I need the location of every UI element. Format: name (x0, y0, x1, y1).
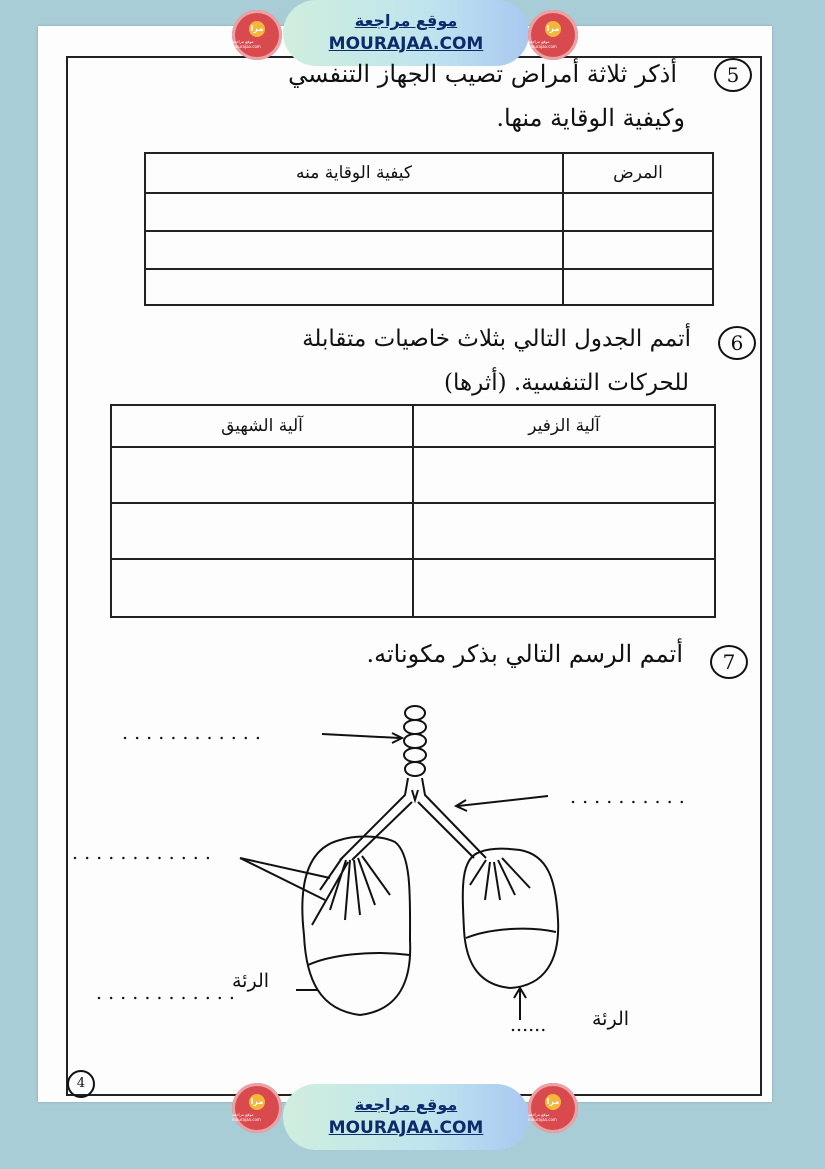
q6-instruction-line1: أتمم الجدول التالي بثلاث خاصيات متقابلة (302, 326, 691, 352)
q7-instruction: أتمم الرسم التالي بذكر مكوناته. (366, 640, 683, 668)
site-logo-right-top[interactable]: مرا موقع مراجعة mourajaa.com (528, 10, 578, 60)
page-number: 4 (67, 1070, 95, 1098)
q5-cell[interactable] (145, 231, 563, 269)
logo-icon: مرا (545, 1094, 561, 1110)
banner-arabic: موقع مراجعة (354, 11, 458, 30)
q5-cell[interactable] (563, 193, 713, 231)
q5-table (144, 152, 714, 306)
site-logo-left-top[interactable]: مرا موقع مراجعة mourajaa.com (232, 10, 282, 60)
site-logo-right-bottom[interactable]: مرا موقع مراجعة mourajaa.com (528, 1083, 578, 1133)
q5-instruction-line2: وكيفية الوقاية منها. (496, 104, 685, 132)
blank-bronchus[interactable]: . . . . . . . . . . (570, 786, 685, 808)
blank-left-lung[interactable]: . . . . . . . . . . . . (96, 982, 235, 1004)
q6-cell[interactable] (111, 559, 413, 617)
logo-icon: مرا (545, 21, 561, 37)
q6-header-exhale: آلية الزفير (413, 405, 715, 447)
banner-arabic: موقع مراجعة (354, 1095, 458, 1114)
site-logo-left-bottom[interactable]: مرا موقع مراجعة mourajaa.com (232, 1083, 282, 1133)
q6-cell[interactable] (413, 559, 715, 617)
question-number-6: 6 (718, 326, 756, 360)
q6-instruction-line2: للحركات التنفسية. (أثرها) (444, 370, 689, 396)
q5-header-disease: المرض (563, 153, 713, 193)
q5-cell[interactable] (145, 269, 563, 305)
blank-bronchioles[interactable]: . . . . . . . . . . . . (72, 842, 211, 864)
banner-english: MOURAJAA.COM (328, 34, 484, 54)
q6-cell[interactable] (413, 447, 715, 503)
banner-english: MOURAJAA.COM (328, 1118, 484, 1138)
label-right-lung: الرئة (592, 1008, 630, 1030)
question-number-5: 5 (714, 58, 752, 92)
q6-cell[interactable] (111, 447, 413, 503)
q5-cell[interactable] (563, 269, 713, 305)
q6-cell[interactable] (413, 503, 715, 559)
q5-header-prevention: كيفية الوقاية منه (145, 153, 563, 193)
q5-cell[interactable] (145, 193, 563, 231)
site-banner-top[interactable] (283, 0, 529, 66)
q5-instruction-line1: أذكر ثلاثة أمراض تصيب الجهاز التنفسي (288, 60, 677, 88)
site-banner-bottom[interactable] (283, 1084, 529, 1150)
logo-icon: مرا (249, 1094, 265, 1110)
q6-table (110, 404, 716, 618)
blank-trachea[interactable]: . . . . . . . . . . . . (122, 722, 261, 744)
q5-cell[interactable] (563, 231, 713, 269)
logo-icon: مرا (249, 21, 265, 37)
blank-right-lung[interactable]: ...... (510, 1014, 547, 1036)
label-left-lung: الرئة (232, 970, 270, 992)
q6-cell[interactable] (111, 503, 413, 559)
question-number-7: 7 (710, 645, 748, 679)
q6-header-inhale: آلية الشهيق (111, 405, 413, 447)
